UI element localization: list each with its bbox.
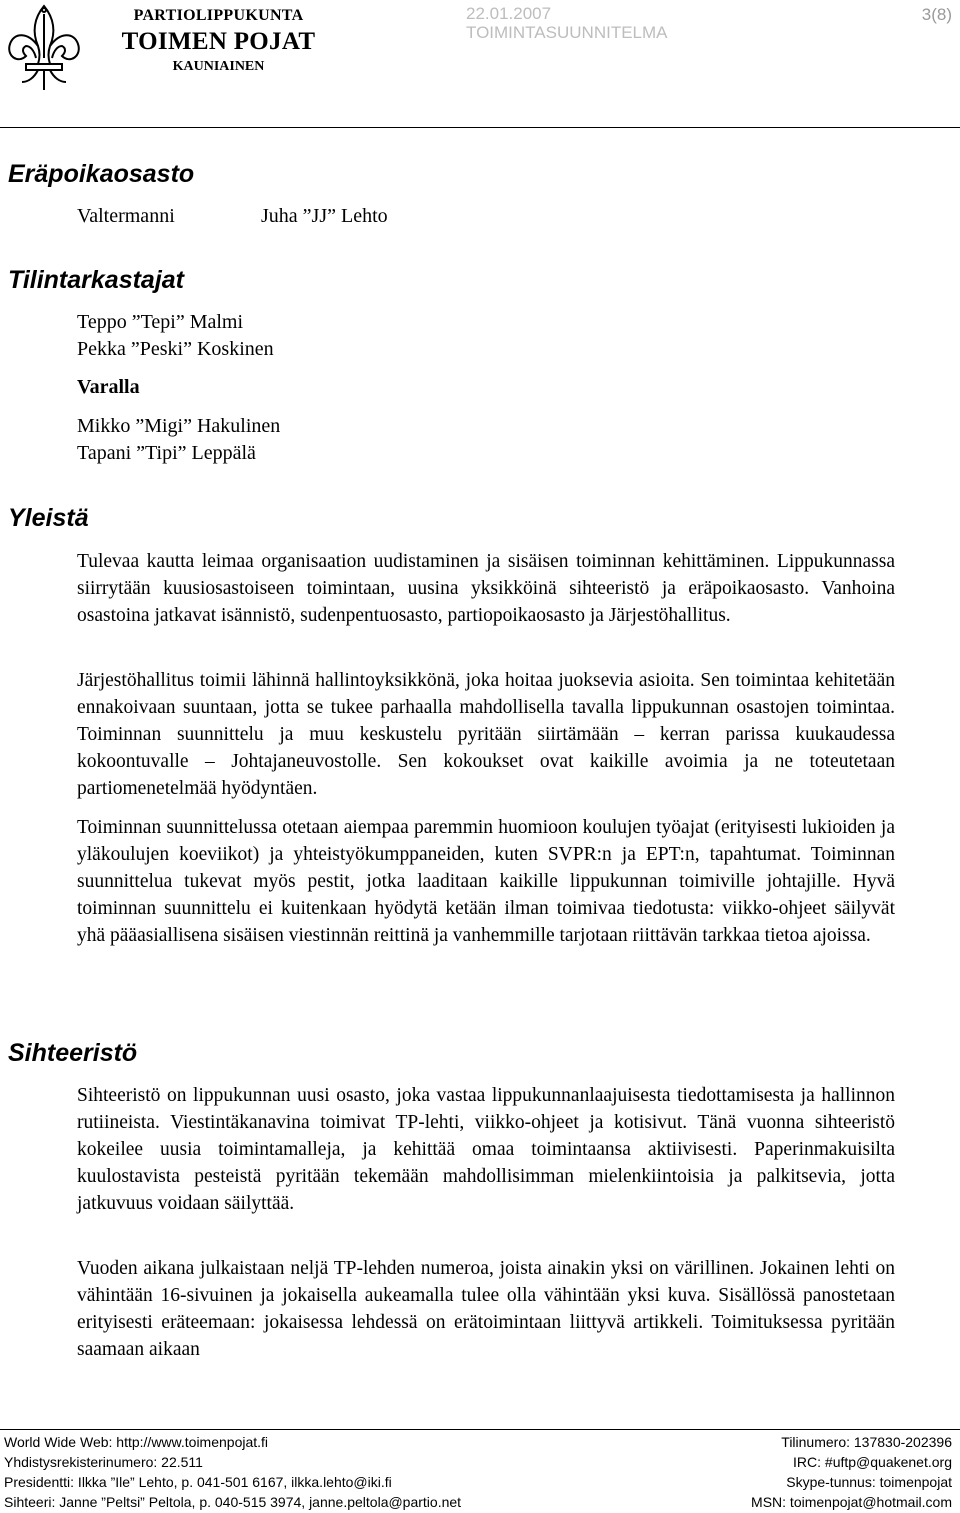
varalla-label: Varalla xyxy=(77,376,140,398)
role-label: Valtermanni xyxy=(77,205,175,227)
org-line-3: KAUNIAINEN xyxy=(172,59,265,74)
document-date: 22.01.2007 xyxy=(466,4,552,23)
footer-divider xyxy=(0,1429,960,1430)
heading-erapoikaosasto: Eräpoikaosasto xyxy=(8,160,195,188)
page-number: 3(8) xyxy=(921,5,952,24)
org-line-2: TOIMEN POJAT xyxy=(121,28,316,55)
deputy-auditor-name: Tapani ”Tipi” Leppälä xyxy=(77,442,256,464)
footer-skype: Skype-tunnus: toimenpojat xyxy=(786,1474,952,1490)
header-divider xyxy=(0,127,960,128)
fleur-de-lis-icon xyxy=(4,2,84,94)
auditor-name: Pekka ”Peski” Koskinen xyxy=(77,338,274,360)
heading-sihteeristo: Sihteeristö xyxy=(8,1039,138,1067)
paragraph: Vuoden aikana julkaistaan neljä TP-lehden numeroa, joista ainakin yksi on värillinen. Jokainen lehti on vähintään 16-sivuinen ja jokaisella aukeamalla tulee olla vähintään yksi kuva. Sisällössä panostetaan erityisesti eräteemaan: jokaisessa lehdessä on erätoimintaan liittyvä artikkeli. Toimituksessa pyritään saamaan aikaan xyxy=(77,1258,895,1360)
paragraph: Sihteeristö on lippukunnan uusi osasto, joka vastaa lippukunnanlaajuisesta tiedottamisesta ja hallinnon rutiineista. Viestintäkanavina toimivat TP-lehti, viikko-ohjeet ja kotisivut. Tänä vuonna sihteeristö kokeilee uusia toimintamalleja, ja kehittää omaa toimintaansa aktiivisesti. Paperinmakuisilta kuulostavista pesteistä pyritään tekemään mahdollisimman mielenkiintoisia ja palkitsevia, jotta jatkuvuus voidaan säilyttää. xyxy=(77,1085,895,1214)
footer-irc: IRC: #uftp@quakenet.org xyxy=(793,1454,952,1470)
role-holder-name: Juha ”JJ” Lehto xyxy=(261,205,388,227)
footer-secretary: Sihteeri: Janne ”Peltsi” Peltola, p. 040-515 3974, janne.peltola@partio.net xyxy=(4,1494,462,1510)
paragraph: Järjestöhallitus toimii lähinnä hallintoyksikkönä, joka hoitaa juoksevia asioita. Sen toimintaa kehitetään ennakoivaan suuntaan, jotta se tukee parhaalla mahdollisella tavalla lippukunnan osastojen toimintaa. Toiminnan suunnittelu ja muu keskustelu pyritään siirtämään – kerran parissa kuukaudessa kokoontuvalle – Johtajaneuvostolle. Sen kokoukset ovat kaikille avoimia ja ne toteutetaan partiomenetelmää hyödyntäen. xyxy=(77,670,895,799)
footer-website: World Wide Web: http://www.toimenpojat.fi xyxy=(4,1434,269,1450)
paragraph: Tulevaa kautta leimaa organisaation uudistaminen ja sisäisen toiminnan kehittäminen. Lippukunnassa siirrytään kuusiosastoiseen toimintaan, uusina yksikköinä sihteeristö ja eräpoikaosasto. Vanhoina osastoina jatkavat isännistö, sudenpentuosasto, partiopoikaosasto ja Järjestöhallitus. xyxy=(77,551,895,626)
organization-name xyxy=(106,8,331,74)
deputy-auditor-name: Mikko ”Migi” Hakulinen xyxy=(77,415,281,437)
footer-registry-number: Yhdistysrekisterinumero: 22.511 xyxy=(4,1454,203,1470)
org-line-1: PARTIOLIPPUKUNTA xyxy=(133,7,304,24)
document-title: TOIMINTASUUNNITELMA xyxy=(466,23,668,42)
heading-tilintarkastajat: Tilintarkastajat xyxy=(8,266,185,294)
paragraph: Toiminnan suunnittelussa otetaan aiempaa paremmin huomioon koulujen työajat (erityisesti lukioiden ja yläkoulujen koeviikot) ja yhteistyökumppaneiden, kuten SVPR:n ja EPT:n, tapahtumat. Toiminnan suunnittelua tukevat myös pestit, jotka laaditaan kaikille lippukunnan toimiville johtajille. Hyvä toiminnan suunnittelu ei kuitenkaan hyödytä ketään ilman toimivaa tiedotusta: viikko-ohjeet säilyvät yhä pääasiallisena sisäisen viestinnän reittinä ja vanhemmille tarjotaan riittävän tarkkaa tietoa ajoissa. xyxy=(77,817,895,946)
footer-msn: MSN: toimenpojat@hotmail.com xyxy=(751,1494,952,1510)
auditor-name: Teppo ”Tepi” Malmi xyxy=(77,311,244,333)
heading-yleista: Yleistä xyxy=(8,504,89,532)
footer-account-number: Tilinumero: 137830-202396 xyxy=(781,1434,952,1450)
footer-president: Presidentti: Ilkka ”Ile” Lehto, p. 041-501 6167, ilkka.lehto@iki.fi xyxy=(4,1474,392,1490)
